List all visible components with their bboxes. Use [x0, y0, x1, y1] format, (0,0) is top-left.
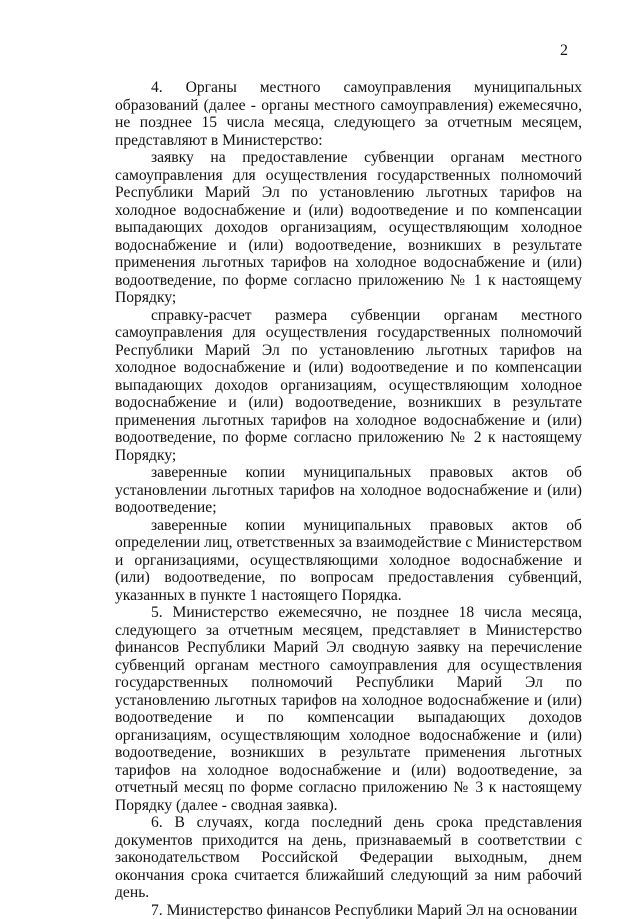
paragraph-item-7: 7. Министерство финансов Республики Марий Эл на основании [115, 902, 582, 919]
paragraph-responsible-persons-acts: заверенные копии муниципальных правовых актов об определении лиц, ответственных за взаимодействие с Министерством и организациями, осуществляющими холодное водоснабжение и (или) водоотведение, по вопросам предоставления субвенций, указанных в пункте 1 настоящего Порядка. [115, 517, 582, 605]
paragraph-item-4: 4. Органы местного самоуправления муниципальных образований (далее - органы местного самоуправления) ежемесячно, не позднее 15 числа месяца, следующего за отчетным месяцем, представляют в Министерство: [115, 79, 582, 149]
paragraph-tariff-acts: заверенные копии муниципальных правовых актов об установлении льготных тарифов на холодное водоснабжение и (или) водоотведение; [115, 464, 582, 517]
paragraph-item-5: 5. Министерство ежемесячно, не позднее 18 числа месяца, следующего за отчетным месяцем, представляет в Министерство финансов Республики Марий Эл сводную заявку на перечисление субвенций органам местного самоуправления для осуществления государственных полномочий Республики Марий Эл по установлению льготных тарифов на холодное водоснабжение и (или) водоотведение и по компенсации выпадающих доходов организациям, осуществляющим холодное водоснабжение и (или) водоотведение, возникших в результате применения льготных тарифов на холодное водоснабжение и (или) водоотведение, за отчетный месяц по форме согласно приложению № 3 к настоящему Порядку (далее - сводная заявка). [115, 604, 582, 814]
page-number: 2 [560, 42, 590, 60]
document-body [115, 79, 582, 919]
paragraph-application: заявку на предоставление субвенции органам местного самоуправления для осуществления государственных полномочий Республики Марий Эл по установлению льготных тарифов на холодное водоснабжение и (или) водоотведение и по компенсации выпадающих доходов организациям, осуществляющим холодное водоснабжение и (или) водоотведение, возникших в результате применения льготных тарифов на холодное водоснабжение и (или) водоотведение, по форме согласно приложению № 1 к настоящему Порядку; [115, 149, 582, 307]
paragraph-calculation-certificate: справку-расчет размера субвенции органам местного самоуправления для осуществления государственных полномочий Республики Марий Эл по установлению льготных тарифов на холодное водоснабжение и (или) водоотведение и по компенсации выпадающих доходов организациям, осуществляющим холодное водоснабжение и (или) водоотведение, возникших в результате применения льготных тарифов на холодное водоснабжение и (или) водоотведение, по форме согласно приложению № 2 к настоящему Порядку; [115, 307, 582, 465]
paragraph-item-6: 6. В случаях, когда последний день срока представления документов приходится на день, признаваемый в соответствии с законодательством Российской Федерации выходным, днем окончания срока считается ближайший следующий за ним рабочий день. [115, 814, 582, 902]
